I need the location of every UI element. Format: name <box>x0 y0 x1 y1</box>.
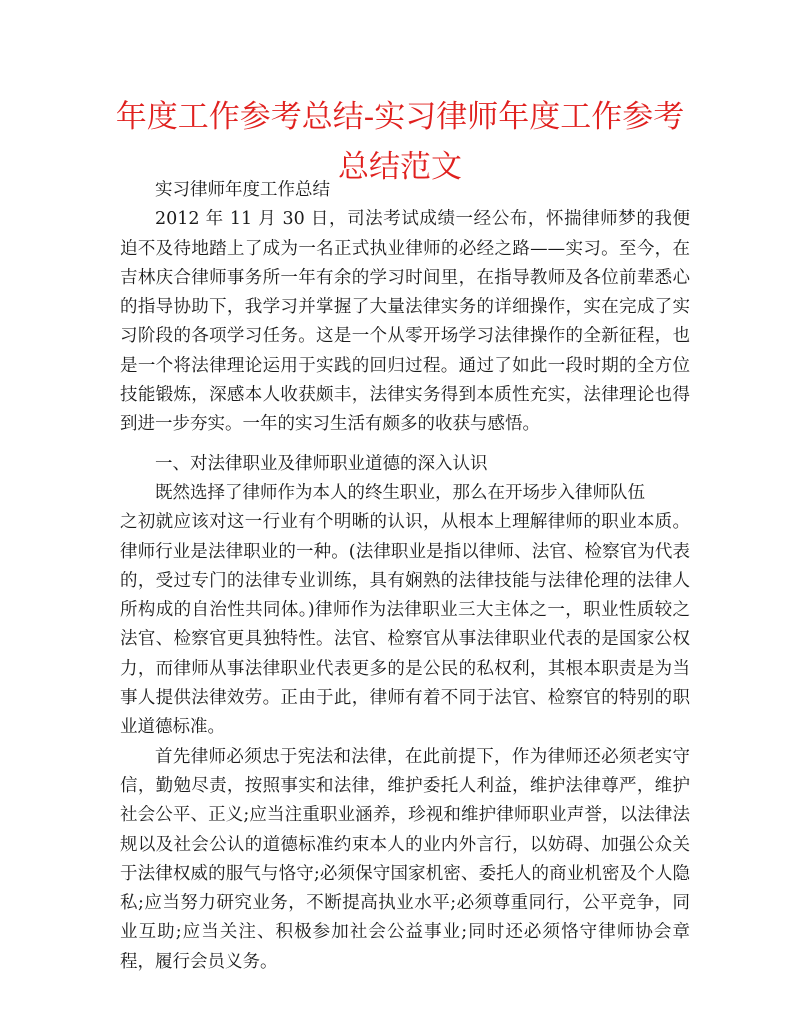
body-paragraph: 首先律师必须忠于宪法和法律，在此前提下，作为律师还必须老实守信，勤勉尽责，按照事实和法律，维护委托人利益，维护法律尊严，维护社会公平、正义;应当注重职业涵养，珍视和维护律师职业声誉，以法律法规以及社会公认的道德标准约束本人的业内外言行，以妨碍、加强公众关于法律权威的服气与恪守;必须保守国家机密、委托人的商业机密及个人隐私;应当努力研究业务，不断提高执业水平;必须尊重同行，公平竞争，同业互助;应当关注、积极参加社会公益事业;同时还必须恪守律师协会章程，履行会员义务。 <box>120 746 690 972</box>
section-subtitle: 实习律师年度工作总结 <box>155 180 330 200</box>
body-paragraph: 2012 年 11 月 30 日，司法考试成绩一经公布，怀揣律师梦的我便迫不及待地踏上了成为一名正式执业律师的必经之路——实习。至今，在吉林庆合律师事务所一年有余的学习时间里，在指导教师及各位前辈悉心的指导协助下，我学习并掌握了大量法律实务的详细操作，实在完成了实习阶段的各项学习任务。这是一个从零开场学习法律操作的全新征程，也是一个将法律理论运用于实践的回归过程。通过了如此一段时期的全方位技能锻炼，深感本人收获颇丰，法律实务得到本质性充实，法律理论也得到进一步夯实。一年的实习生活有颇多的收获与感悟。 <box>120 209 690 435</box>
body-paragraph: 既然选择了律师作为本人的终生职业，那么在开场步入律师队伍 <box>155 482 645 503</box>
document-body <box>120 172 690 977</box>
section-heading: 一、对法律职业及律师职业道德的深入认识 <box>155 453 488 474</box>
body-paragraph: 之初就应该对这一行业有个明晰的认识，从根本上理解律师的职业本质。律师行业是法律职业的一种。(法律职业是指以律师、法官、检察官为代表的，受过专门的法律专业训练，具有娴熟的法律技能与法律伦理的法律人所构成的自治性共同体。)律师作为法律职业三大主体之一，职业性质较之法官、检察官更具独特性。法官、检察官从事法律职业代表的是国家公权力，而律师从事法律职业代表更多的是公民的私权利，其根本职责是为当事人提供法律效劳。正由于此，律师有着不同于法官、检察官的特别的职业道德标准。 <box>120 512 690 738</box>
document-title: 年度工作参考总结-实习律师年度工作参考总结范文 <box>115 99 685 185</box>
